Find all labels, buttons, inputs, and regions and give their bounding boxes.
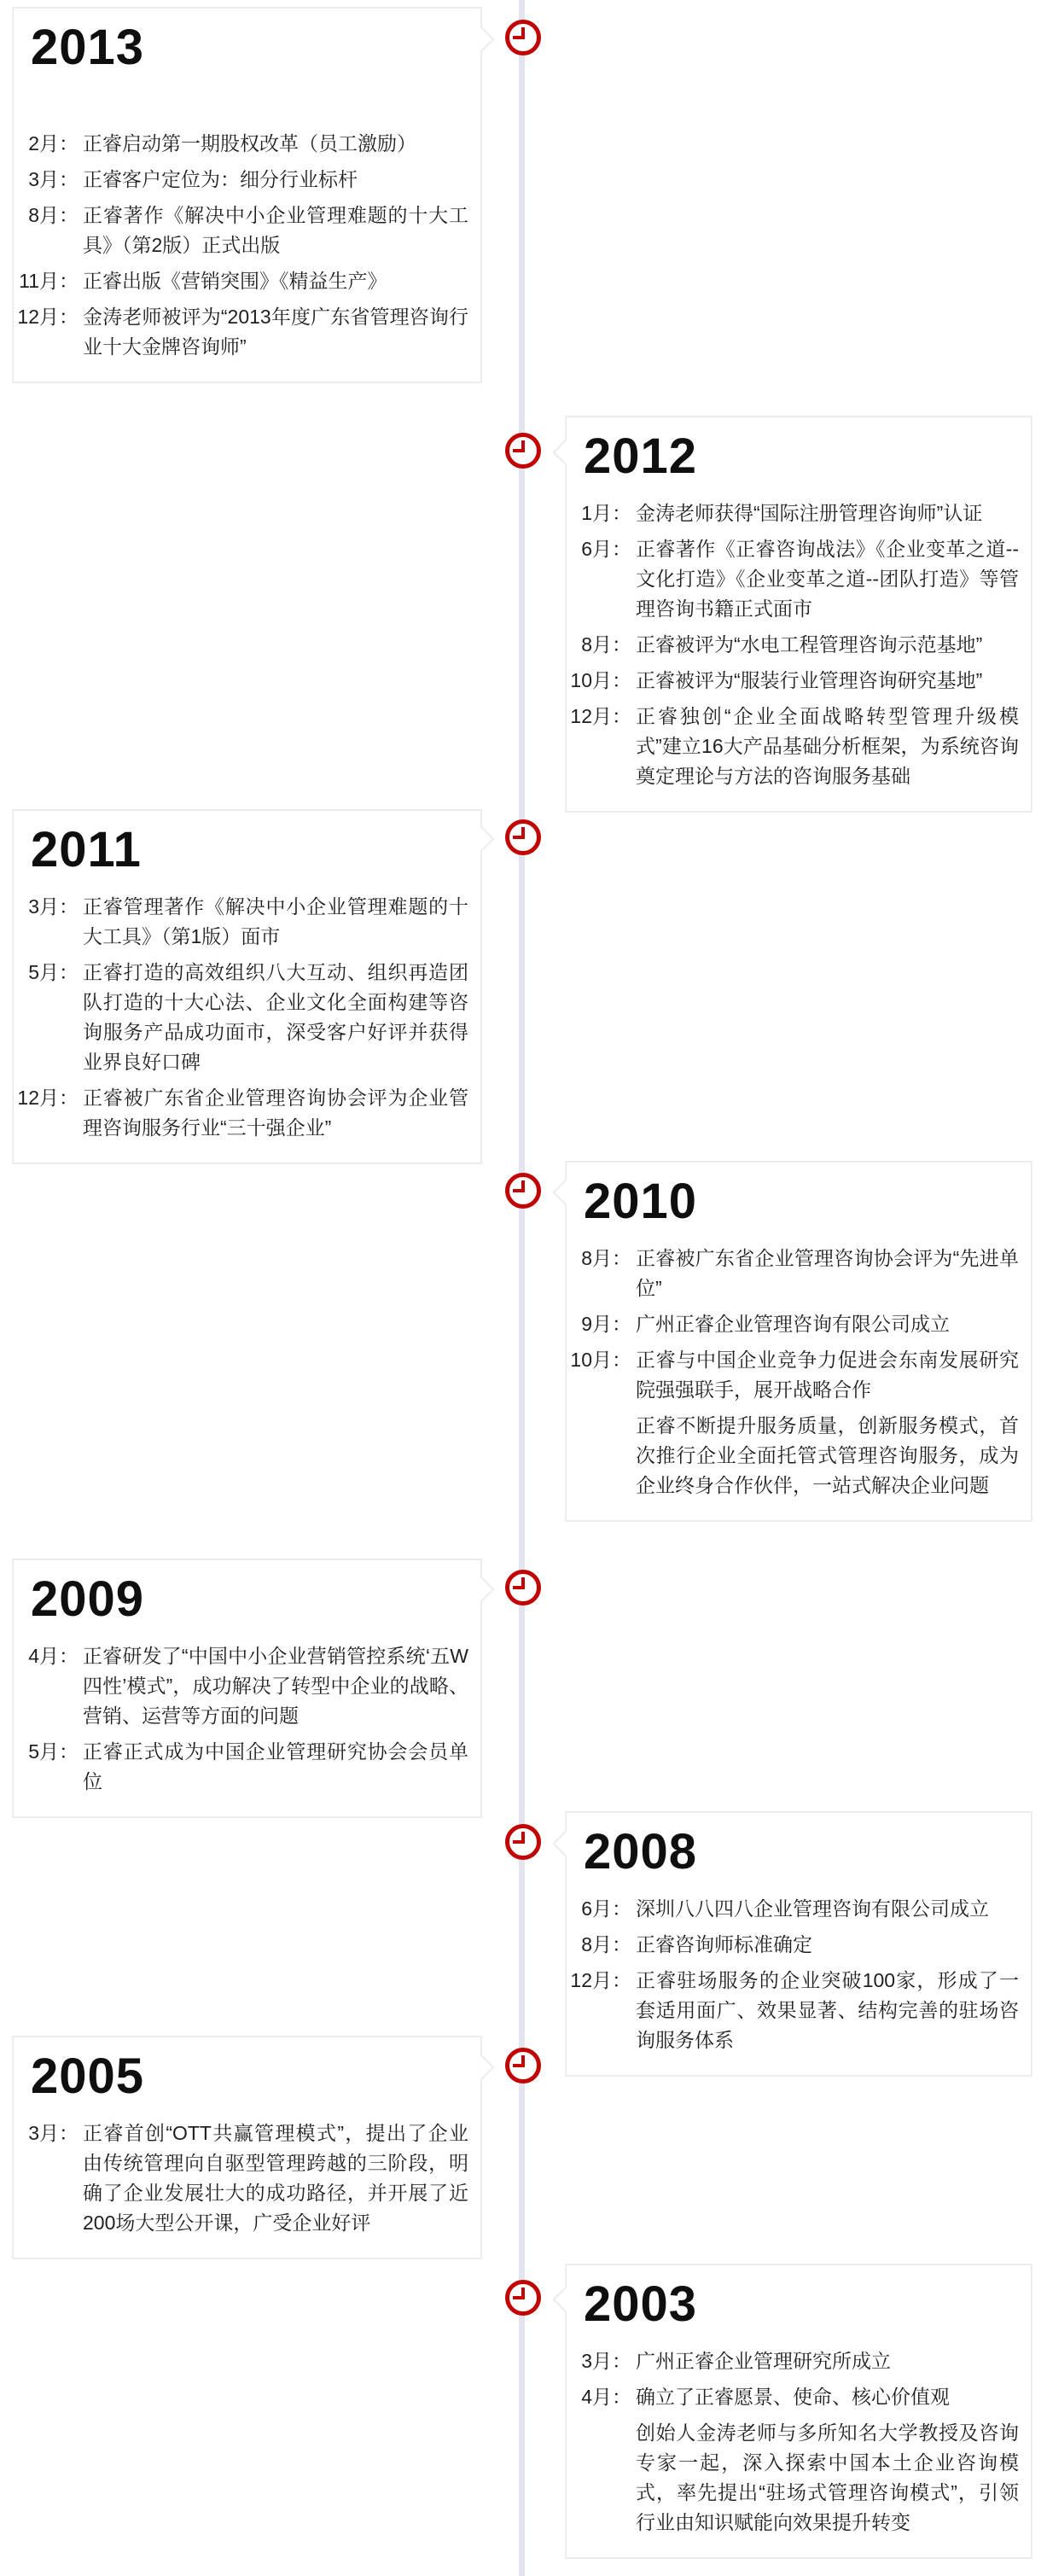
timeline-entry — [15, 302, 468, 362]
clock-hand-icon — [513, 449, 525, 452]
clock-hand-icon — [513, 1840, 525, 1844]
year-title: 2011 — [31, 822, 142, 877]
entry-text: 正睿独创“企业全面战略转型管理升级模式”建立16大产品基础分析框架，为系统咨询奠定理论与方法的咨询服务基础 — [636, 704, 1019, 787]
clock-hand-icon — [513, 1586, 525, 1589]
card-pointer — [552, 1830, 579, 1856]
clock-hand-icon — [513, 36, 525, 39]
entry-text: 正睿研发了“中国中小企业营销管控系统‘五W四性’模式”，成功解决了转型中企业的战略、营销、运营等方面的问题 — [83, 1644, 468, 1727]
clock-hand-icon — [513, 2296, 525, 2299]
entry-text: 正睿客户定位为：细分行业标杆 — [83, 167, 358, 190]
entry-month: 4月： — [28, 1644, 79, 1667]
entry-text: 金涛老师被评为“2013年度广东省管理咨询行业十大金牌咨询师” — [83, 305, 468, 358]
entry-text: 正睿被广东省企业管理咨询协会评为“先进单位” — [636, 1246, 1019, 1299]
year-title: 2013 — [31, 20, 145, 75]
entry-month: 5月： — [28, 960, 79, 983]
card-pointer — [468, 2054, 494, 2080]
timeline-entry — [15, 958, 468, 1077]
entry-month: 3月： — [28, 895, 79, 918]
year-title: 2005 — [31, 2049, 145, 2104]
entry-month: 6月： — [581, 537, 631, 560]
entry-month: 8月： — [28, 203, 79, 226]
timeline-entry — [15, 1737, 468, 1797]
timeline-card-2012 — [565, 416, 1032, 813]
timeline-entry — [568, 666, 1019, 696]
timeline-entry — [568, 2418, 1019, 2538]
clock-icon — [505, 1173, 541, 1209]
timeline-entry — [568, 1930, 1019, 1960]
entry-month: 1月： — [581, 501, 631, 524]
entry-month: 2月： — [28, 131, 79, 154]
entry-month: 10月： — [570, 668, 631, 691]
timeline-card-2011 — [12, 809, 482, 1164]
year-title: 2008 — [584, 1824, 698, 1880]
timeline-entry — [15, 201, 468, 260]
entry-month: 3月： — [28, 2121, 79, 2144]
clock-icon — [505, 20, 541, 55]
entry-text: 正睿正式成为中国企业管理研究协会会员单位 — [83, 1740, 468, 1792]
timeline-entry — [15, 1641, 468, 1731]
entry-month: 3月： — [581, 2349, 631, 2372]
clock-hand-icon — [513, 2064, 525, 2067]
entry-month: 3月： — [28, 167, 79, 190]
entry-month: 10月： — [570, 1348, 631, 1371]
entry-text: 正睿管理著作《解决中小企业管理难题的十大工具》（第1版）面市 — [83, 895, 468, 947]
entry-text: 正睿被评为“服装行业管理咨询研究基地” — [636, 668, 983, 691]
entry-text: 正睿被广东省企业管理咨询协会评为企业管理咨询服务行业“三十强企业” — [83, 1086, 468, 1139]
card-pointer — [468, 26, 494, 52]
timeline-entry — [568, 1345, 1019, 1405]
timeline-entry — [15, 2118, 468, 2238]
entry-month: 9月： — [581, 1312, 631, 1335]
entry-month: 5月： — [28, 1740, 79, 1763]
card-pointer — [552, 439, 579, 465]
entry-text: 正睿与中国企业竞争力促进会东南发展研究院强强联手，展开战略合作 — [636, 1348, 1019, 1401]
entry-text: 正睿被评为“水电工程管理咨询示范基地” — [636, 632, 983, 656]
timeline-entry — [568, 498, 1019, 528]
timeline-entry — [568, 1966, 1019, 2055]
year-title: 2010 — [584, 1174, 698, 1229]
clock-icon — [505, 1824, 541, 1860]
entry-text: 正睿著作《解决中小企业管理难题的十大工具》（第2版）正式出版 — [83, 203, 468, 256]
entry-month: 12月： — [17, 1086, 79, 1109]
timeline-entry — [568, 1411, 1019, 1501]
entry-text: 正睿驻场服务的企业突破100家，形成了一套适用面广、效果显著、结构完善的驻场咨询服务体系 — [636, 1968, 1019, 2051]
timeline-entry — [15, 892, 468, 952]
entry-text: 金涛老师获得“国际注册管理咨询师”认证 — [636, 501, 983, 524]
year-title: 2009 — [31, 1571, 145, 1627]
timeline-entry — [568, 534, 1019, 624]
timeline-entry — [15, 129, 468, 159]
timeline-card-2005 — [12, 2036, 482, 2259]
year-title: 2012 — [584, 428, 698, 484]
timeline-entry — [568, 630, 1019, 660]
entry-month: 4月： — [581, 2385, 631, 2408]
entry-text: 广州正睿企业管理研究所成立 — [636, 2349, 891, 2372]
entry-text: 深圳八八四八企业管理咨询有限公司成立 — [636, 1897, 989, 1920]
entry-month: 8月： — [581, 1932, 631, 1955]
timeline-entry — [568, 2346, 1019, 2376]
timeline-card-2003 — [565, 2264, 1032, 2559]
card-pointer — [552, 2286, 579, 2312]
timeline-line — [519, 0, 525, 2576]
timeline-entry — [15, 1083, 468, 1143]
entry-text: 创始人金涛老师与多所知名大学教授及咨询专家一起，深入探索中国本土企业咨询模式，率先提出“驻场式管理咨询模式”，引领行业由知识赋能向效果提升转变 — [636, 2421, 1019, 2533]
entry-text: 正睿咨询师标准确定 — [636, 1932, 812, 1955]
timeline-entry — [568, 2382, 1019, 2412]
card-pointer — [552, 1179, 579, 1205]
entry-text: 正睿打造的高效组织八大互动、组织再造团队打造的十大心法、企业文化全面构建等咨询服务产品成功面市，深受客户好评并获得业界良好口碑 — [83, 960, 468, 1073]
entry-text: 正睿著作《正睿咨询战法》《企业变革之道--文化打造》《企业变革之道--团队打造》等管理咨询书籍正式面市 — [636, 537, 1019, 620]
timeline-card-2008 — [565, 1811, 1032, 2077]
card-pointer — [468, 825, 494, 852]
timeline-card-2013 — [12, 7, 482, 383]
clock-icon — [505, 2048, 541, 2084]
timeline-card-2009 — [12, 1559, 482, 1818]
entry-month: 12月： — [570, 704, 631, 727]
timeline-entry — [568, 1309, 1019, 1339]
card-pointer — [468, 1576, 494, 1602]
timeline-entry — [15, 165, 468, 195]
clock-icon — [505, 1570, 541, 1606]
entry-text: 确立了正睿愿景、使命、核心价值观 — [636, 2385, 950, 2408]
timeline-entry — [568, 702, 1019, 791]
entry-text: 正睿不断提升服务质量，创新服务模式，首次推行企业全面托管式管理咨询服务，成为企业终身合作伙伴，一站式解决企业问题 — [636, 1413, 1019, 1496]
entry-month: 8月： — [581, 1246, 631, 1269]
clock-icon — [505, 433, 541, 469]
timeline-entry — [568, 1894, 1019, 1924]
entry-month — [568, 2418, 631, 2538]
clock-icon — [505, 2280, 541, 2316]
clock-hand-icon — [513, 1189, 525, 1192]
entry-month: 6月： — [581, 1897, 631, 1920]
entry-month: 12月： — [17, 305, 79, 328]
entry-text: 正睿启动第一期股权改革（员工激励） — [83, 131, 416, 154]
entry-month: 8月： — [581, 632, 631, 656]
entry-text: 正睿出版《营销突围》《精益生产》 — [83, 269, 387, 292]
entry-text: 广州正睿企业管理咨询有限公司成立 — [636, 1312, 950, 1335]
year-title: 2003 — [584, 2276, 698, 2332]
entry-month: 11月： — [19, 269, 79, 292]
clock-hand-icon — [513, 836, 525, 839]
timeline-entry — [15, 266, 468, 296]
entry-month — [568, 1411, 631, 1501]
clock-icon — [505, 819, 541, 855]
entry-text: 正睿首创“OTT共赢管理模式”，提出了企业由传统管理向自驱型管理跨越的三阶段，明确了企业发展壮大的成功路径，并开展了近200场大型公开课，广受企业好评 — [83, 2121, 468, 2234]
timeline-card-2010 — [565, 1161, 1032, 1522]
entry-month: 12月： — [570, 1968, 631, 1991]
timeline-entry — [568, 1244, 1019, 1303]
